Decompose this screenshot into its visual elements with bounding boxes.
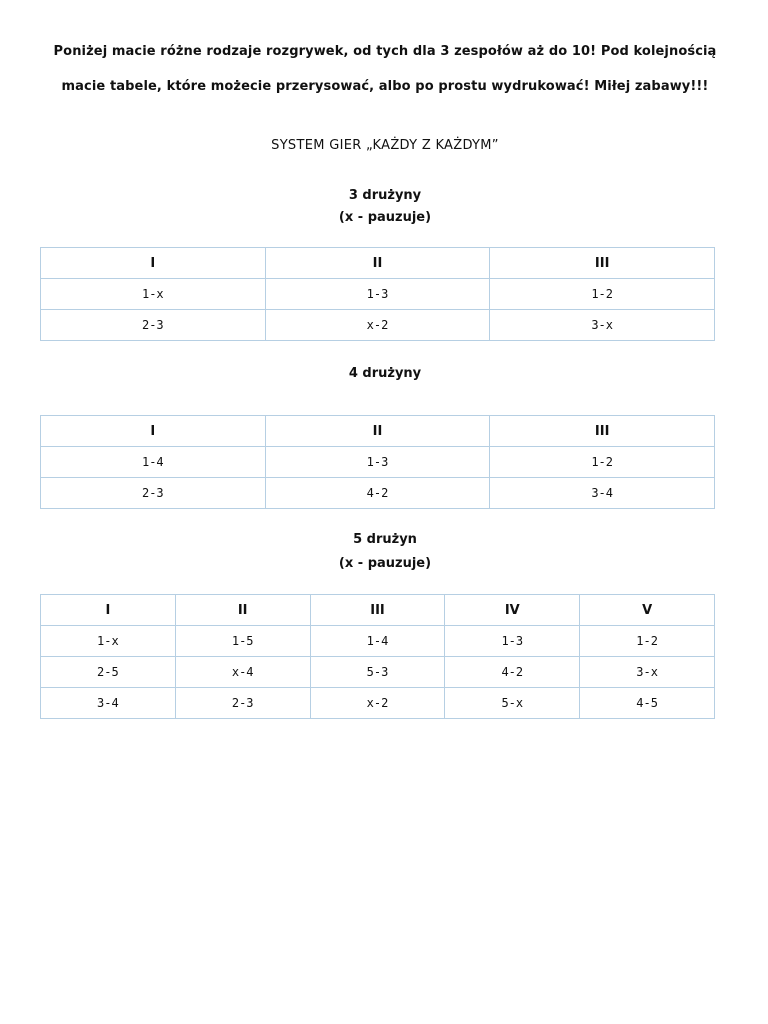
table-cell: 5-3 [310,657,445,688]
section-note-5-teams: (x - pauzuje) [338,556,432,571]
table-cell: 3-x [490,310,715,341]
table-cell: 1-2 [490,447,715,478]
section-title-5-teams: 5 drużyn [353,532,417,547]
column-header: IV [445,595,580,626]
table-cell: 2-3 [41,310,266,341]
table-cell: 1-3 [265,447,490,478]
table-cell: 1-5 [175,626,310,657]
table-cell: 4-2 [445,657,580,688]
table-cell: 1-2 [490,279,715,310]
table-cell: 4-5 [580,688,715,719]
table-cell: x-2 [310,688,445,719]
table-cell: 5-x [445,688,580,719]
table-cell: 1-2 [580,626,715,657]
intro-line-1: Poniżej macie różne rodzaje rozgrywek, od tych dla 3 zespołów aż do 10! Pod kolejnością [53,44,717,59]
table-row [41,688,715,719]
table-cell: 4-2 [265,478,490,509]
table-cell: 3-4 [41,688,176,719]
column-header: I [41,248,266,279]
column-header: V [580,595,715,626]
section-title-4-teams: 4 drużyny [348,366,422,381]
table-cell: 1-3 [265,279,490,310]
table-cell: 1-3 [445,626,580,657]
table-cell: 1-4 [41,447,266,478]
column-header: III [310,595,445,626]
table-cell: 2-5 [41,657,176,688]
section-note-3-teams: (x - pauzuje) [338,210,432,225]
table-row [41,447,715,478]
intro-line-2: macie tabele, które możecie przerysować, albo po prostu wydrukować! Miłej zabawy!!! [61,79,709,94]
table-row [41,626,715,657]
table-cell: x-4 [175,657,310,688]
table-cell: x-2 [265,310,490,341]
table-cell: 3-x [580,657,715,688]
table-cell: 3-4 [490,478,715,509]
section-title-3-teams: 3 drużyny [348,188,422,203]
table-cell: 2-3 [41,478,266,509]
table-cell: 1-x [41,626,176,657]
column-header: I [41,416,266,447]
system-title: SYSTEM GIER „KAŻDY Z KAŻDYM” [271,138,499,153]
column-header: II [265,416,490,447]
schedule-table-3-teams [40,247,715,341]
schedule-table-4-teams [40,415,715,509]
table-row [41,279,715,310]
column-header: II [175,595,310,626]
table-header-row [41,248,715,279]
table-cell: 2-3 [175,688,310,719]
table-header-row [41,595,715,626]
column-header: III [490,416,715,447]
table-row [41,478,715,509]
table-header-row [41,416,715,447]
table-cell: 1-x [41,279,266,310]
column-header: I [41,595,176,626]
table-row [41,310,715,341]
table-cell: 1-4 [310,626,445,657]
schedule-table-5-teams [40,594,715,719]
column-header: II [265,248,490,279]
column-header: III [490,248,715,279]
table-row [41,657,715,688]
